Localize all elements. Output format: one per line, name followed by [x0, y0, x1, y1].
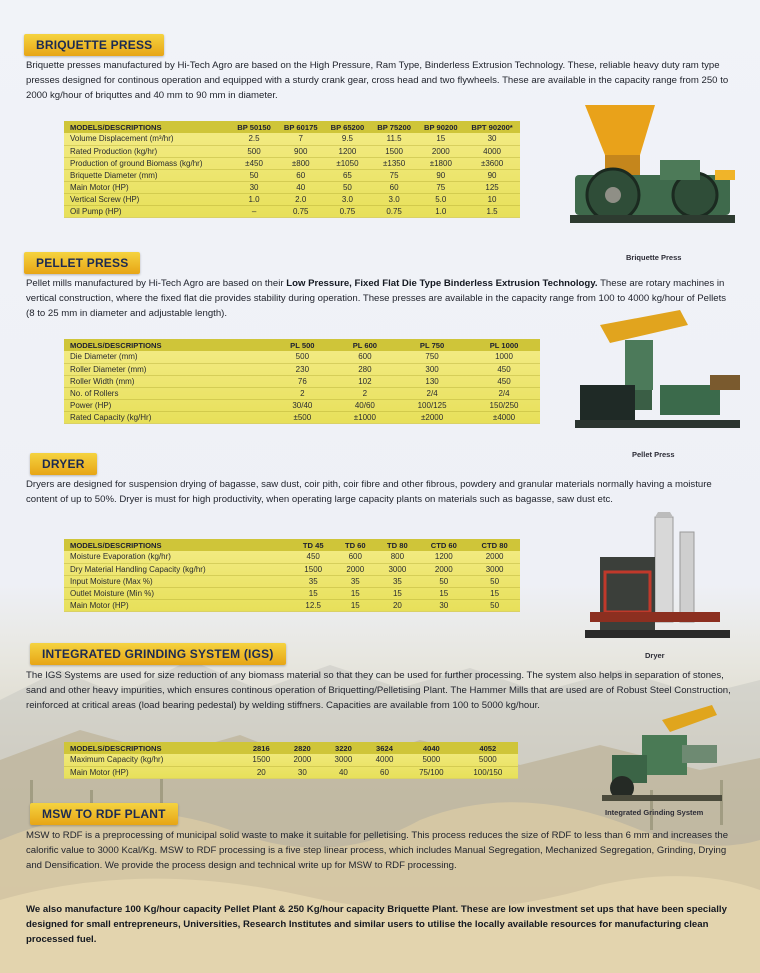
column-header: 3220	[323, 742, 364, 754]
column-header: TD 80	[376, 539, 418, 551]
table-row	[64, 181, 520, 193]
column-header: PL 1000	[468, 339, 540, 351]
row-label: Vertical Screw (HP)	[64, 193, 231, 205]
row-label: Power (HP)	[64, 399, 271, 411]
table-cell: ±1050	[324, 157, 371, 169]
table-cell: 150/250	[468, 399, 540, 411]
column-header: PL 500	[271, 339, 334, 351]
table-header-row	[64, 539, 520, 551]
table-cell: 60	[277, 169, 324, 181]
briquette-press-description: Briquette presses manufactured by Hi-Tech Agro are based on the High Pressure, Ram Type, Binderless Extrusion Technology. These, reliable heavy duty ram type presses designed for continous operation and equipped with a sturdy crank gear, cross head and two flywheels. These are available in the capacity range from 250 to 2000 kg/hour of briquttes and 40 mm to 90 mm in diameter.	[26, 60, 729, 101]
table-cell: 50	[324, 181, 371, 193]
table-cell: 35	[376, 575, 418, 587]
pellet-press-caption: Pellet Press	[632, 450, 675, 459]
table-cell: ±3600	[464, 157, 520, 169]
table-cell: 450	[468, 363, 540, 375]
column-header: MODELS/DESCRIPTIONS	[64, 742, 241, 754]
table-cell: 60	[364, 766, 405, 778]
column-header: PL 600	[334, 339, 397, 351]
table-cell: 15	[292, 587, 334, 599]
table-cell: 4000	[464, 145, 520, 157]
table-cell: 11.5	[371, 133, 418, 145]
table-header-row	[64, 742, 518, 754]
table-cell: 30	[231, 181, 278, 193]
table-cell: 15	[417, 133, 464, 145]
table-cell: 500	[271, 351, 334, 363]
table-cell: 300	[396, 363, 468, 375]
table-cell: ±500	[271, 411, 334, 423]
column-header: MODELS/DESCRIPTIONS	[64, 339, 271, 351]
table-cell: 230	[271, 363, 334, 375]
table-cell: 50	[469, 599, 520, 611]
table-cell: 12.5	[292, 599, 334, 611]
table-row	[64, 169, 520, 181]
msw-heading: MSW TO RDF PLANT	[30, 803, 178, 825]
igs-caption: Integrated Grinding System	[605, 808, 704, 817]
table-cell: 1500	[371, 145, 418, 157]
table-cell: 2000	[418, 563, 469, 575]
table-cell: ±800	[277, 157, 324, 169]
table-cell: 30/40	[271, 399, 334, 411]
table-cell: 500	[231, 145, 278, 157]
row-label: Rated Capacity (kg/Hr)	[64, 411, 271, 423]
msw-note	[26, 902, 740, 947]
table-cell: 600	[334, 351, 397, 363]
table-cell: 1000	[468, 351, 540, 363]
row-label: Volume Displacement (m³/hr)	[64, 133, 231, 145]
column-header: BP 50150	[231, 121, 278, 133]
briquette-press-heading: BRIQUETTE PRESS	[24, 34, 164, 56]
column-header: MODELS/DESCRIPTIONS	[64, 121, 231, 133]
table-cell: 2000	[282, 754, 323, 766]
table-cell: 0.75	[277, 205, 324, 217]
table-cell: 2.0	[277, 193, 324, 205]
table-cell: 75	[371, 169, 418, 181]
column-header: PL 750	[396, 339, 468, 351]
table-cell: 15	[334, 587, 376, 599]
table-row	[64, 375, 540, 387]
table-cell: 2.5	[231, 133, 278, 145]
row-label: Moisture Evaporation (kg/hr)	[64, 551, 292, 563]
table-cell: 100/150	[458, 766, 518, 778]
table-row	[64, 411, 540, 423]
table-cell: 800	[376, 551, 418, 563]
igs-image	[592, 700, 727, 805]
dryer-heading: DRYER	[30, 453, 97, 475]
igs-description: The IGS Systems are used for size reduction of any biomass material so that they can be used for further processing. The system also helps in separation of stones, sand and other heavy impurities, which ensures continous operation of Briquetting/Pelletising Plant. The Hammer Mills that are used are of Robust Steel Construction, reinforced at critical areas (load bearing pedestal) by welding stiffners. Capacities are available from 100 to 5000 kg/hour.	[26, 670, 731, 711]
table-cell: 15	[334, 599, 376, 611]
table-header-row	[64, 339, 540, 351]
table-cell: 50	[418, 575, 469, 587]
column-header: 2820	[282, 742, 323, 754]
table-cell: 130	[396, 375, 468, 387]
table-cell: ±2000	[396, 411, 468, 423]
table-row	[64, 133, 520, 145]
table-row	[64, 193, 520, 205]
column-header: MODELS/DESCRIPTIONS	[64, 539, 292, 551]
table-cell: ±1000	[334, 411, 397, 423]
pellet-text-bold: Low Pressure, Fixed Flat Die Type Binderless Extrusion Technology.	[286, 278, 598, 289]
table-cell: 600	[334, 551, 376, 563]
table-cell: 4000	[364, 754, 405, 766]
column-header: 3624	[364, 742, 405, 754]
row-label: Main Motor (HP)	[64, 766, 241, 778]
row-label: Main Motor (HP)	[64, 599, 292, 611]
table-row	[64, 766, 518, 778]
table-cell: –	[231, 205, 278, 217]
dryer-spec-table	[64, 539, 520, 612]
table-row	[64, 563, 520, 575]
table-cell: 3000	[469, 563, 520, 575]
table-row	[64, 587, 520, 599]
table-header-row	[64, 121, 520, 133]
table-cell: 1500	[241, 754, 282, 766]
table-cell: 7	[277, 133, 324, 145]
column-header: CTD 80	[469, 539, 520, 551]
table-cell: 1200	[324, 145, 371, 157]
table-cell: 90	[464, 169, 520, 181]
table-cell: 2	[334, 387, 397, 399]
table-cell: 20	[241, 766, 282, 778]
table-row	[64, 205, 520, 217]
table-cell: 9.5	[324, 133, 371, 145]
table-cell: 15	[376, 587, 418, 599]
table-row	[64, 551, 520, 563]
table-cell: 102	[334, 375, 397, 387]
table-cell: 0.75	[324, 205, 371, 217]
table-row	[64, 363, 540, 375]
row-label: Roller Diameter (mm)	[64, 363, 271, 375]
table-cell: 450	[292, 551, 334, 563]
table-cell: 2000	[469, 551, 520, 563]
column-header: 4052	[458, 742, 518, 754]
table-row	[64, 754, 518, 766]
table-row	[64, 387, 540, 399]
table-cell: 90	[417, 169, 464, 181]
table-cell: 30	[464, 133, 520, 145]
row-label: Rated Production (kg/hr)	[64, 145, 231, 157]
table-cell: 15	[469, 587, 520, 599]
column-header: TD 60	[334, 539, 376, 551]
table-cell: 35	[292, 575, 334, 587]
table-cell: 5000	[458, 754, 518, 766]
table-cell: 30	[282, 766, 323, 778]
table-cell: ±4000	[468, 411, 540, 423]
pellet-text-post: These are rotary machines in vertical construction, where the fixed flat die provides stability during operation. These presses are available in the capacity range from 100 to 4000 kg/hour of Pellets (8 to 25 mm in diameter and adjustable length).	[26, 278, 727, 319]
column-header: 2816	[241, 742, 282, 754]
table-cell: 100/125	[396, 399, 468, 411]
row-label: Dry Material Handling Capacity (kg/hr)	[64, 563, 292, 575]
row-label: Production of ground Biomass (kg/hr)	[64, 157, 231, 169]
table-cell: 76	[271, 375, 334, 387]
column-header: CTD 60	[418, 539, 469, 551]
table-cell: 75	[417, 181, 464, 193]
table-cell: 2000	[334, 563, 376, 575]
table-cell: 50	[231, 169, 278, 181]
row-label: Die Diameter (mm)	[64, 351, 271, 363]
table-cell: 10	[464, 193, 520, 205]
row-label: Oil Pump (HP)	[64, 205, 231, 217]
table-cell: 75/100	[405, 766, 458, 778]
column-header: BP 60175	[277, 121, 324, 133]
table-row	[64, 145, 520, 157]
table-cell: 2/4	[468, 387, 540, 399]
table-cell: 1.5	[464, 205, 520, 217]
table-cell: 20	[376, 599, 418, 611]
table-cell: ±450	[231, 157, 278, 169]
table-cell: 15	[418, 587, 469, 599]
pellet-text-pre: Pellet mills manufactured by Hi-Tech Agro are based on their	[26, 278, 287, 289]
row-label: Roller Width (mm)	[64, 375, 271, 387]
table-cell: 1.0	[417, 205, 464, 217]
igs-spec-table	[64, 742, 518, 779]
row-label: No. of Rollers	[64, 387, 271, 399]
table-cell: 3000	[376, 563, 418, 575]
table-cell: 65	[324, 169, 371, 181]
column-header: BPT 90200*	[464, 121, 520, 133]
table-cell: 30	[418, 599, 469, 611]
table-cell: 125	[464, 181, 520, 193]
table-cell: 1200	[418, 551, 469, 563]
row-label: Outlet Moisture (Min %)	[64, 587, 292, 599]
table-row	[64, 399, 540, 411]
column-header: BP 90200	[417, 121, 464, 133]
row-label: Briquette Diameter (mm)	[64, 169, 231, 181]
briquette-press-image	[565, 100, 740, 250]
table-cell: 50	[469, 575, 520, 587]
table-cell: 1500	[292, 563, 334, 575]
table-cell: 40/60	[334, 399, 397, 411]
table-row	[64, 575, 520, 587]
column-header: TD 45	[292, 539, 334, 551]
table-cell: 35	[334, 575, 376, 587]
dryer-image	[585, 512, 730, 647]
table-cell: ±1350	[371, 157, 418, 169]
table-cell: 5000	[405, 754, 458, 766]
pellet-press-heading: PELLET PRESS	[24, 252, 140, 274]
table-cell: 280	[334, 363, 397, 375]
table-cell: 450	[468, 375, 540, 387]
table-cell: 60	[371, 181, 418, 193]
row-label: Input Moisture (Max %)	[64, 575, 292, 587]
column-header: BP 75200	[371, 121, 418, 133]
row-label: Main Motor (HP)	[64, 181, 231, 193]
table-cell: 750	[396, 351, 468, 363]
pellet-press-spec-table	[64, 339, 540, 424]
table-cell: 2000	[417, 145, 464, 157]
table-cell: 900	[277, 145, 324, 157]
pellet-press-image	[570, 305, 745, 443]
column-header: BP 65200	[324, 121, 371, 133]
dryer-caption: Dryer	[645, 651, 665, 660]
row-label: Maximum Capacity (kg/hr)	[64, 754, 241, 766]
msw-note-text: We also manufacture 100 Kg/hour capacity Pellet Plant & 250 Kg/hour capacity Briquette Plant. These are low investment set ups that have been specially designed for small entrepreneurs, Universities, Research Institutes and similar users to utilise the locally available resources for manufacturing clean processed fuel.	[26, 904, 727, 945]
table-cell: 3.0	[324, 193, 371, 205]
igs-heading: INTEGRATED GRINDING SYSTEM (IGS)	[30, 643, 286, 665]
table-cell: 2	[271, 387, 334, 399]
column-header: 4040	[405, 742, 458, 754]
table-cell: 3000	[323, 754, 364, 766]
table-cell: 0.75	[371, 205, 418, 217]
table-row	[64, 157, 520, 169]
table-cell: 40	[277, 181, 324, 193]
table-cell: 3.0	[371, 193, 418, 205]
msw-description: MSW to RDF is a preprocessing of municipal solid waste to make it suitable for pelletising. This process reduces the size of RDF to less than 6 mm and increases the calorific value to 3000 Kcal/Kg. MSW to RDF processing is a five step linear process, which includes Manual Segregation, Mechanized Segregation, Grinding, Drying and Densification. We provide the process design and technical write up for MSW to RDF processing.	[26, 830, 729, 871]
table-row	[64, 599, 520, 611]
dryer-description: Dryers are designed for suspension drying of bagasse, saw dust, coir pith, coir fibre and other fibrous, powdery and granular materials normally having a moisture content of up to 50%. Dryer is must for high productivity, when operating large capacity plants on materials such as bagasse, saw dust etc.	[26, 479, 712, 505]
table-cell: 5.0	[417, 193, 464, 205]
table-row	[64, 351, 540, 363]
table-cell: 40	[323, 766, 364, 778]
briquette-press-caption: Briquette Press	[626, 253, 682, 262]
table-cell: 1.0	[231, 193, 278, 205]
table-cell: 2/4	[396, 387, 468, 399]
briquette-press-spec-table	[64, 121, 520, 218]
table-cell: ±1800	[417, 157, 464, 169]
